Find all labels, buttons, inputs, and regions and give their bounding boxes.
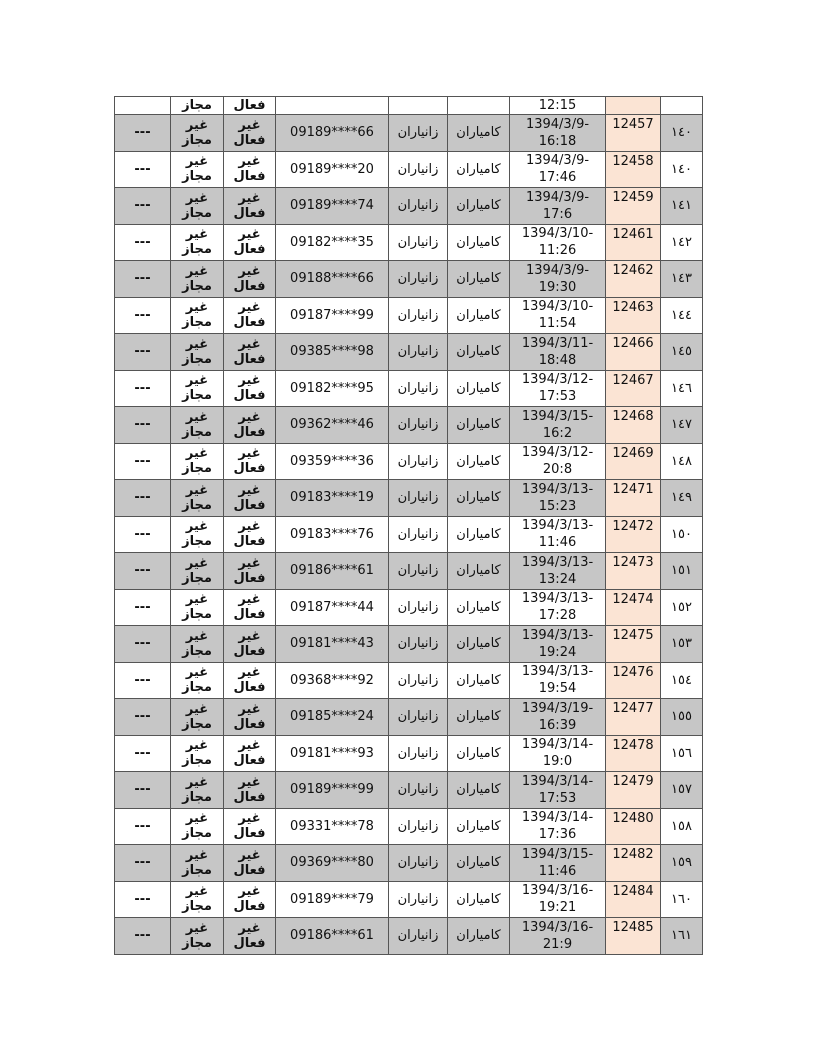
access-cell: غیر مجاز	[171, 881, 224, 918]
city-cell: کامیاران	[448, 735, 510, 772]
rownum-cell: ١٥٥	[661, 699, 703, 736]
table-row	[115, 261, 703, 298]
access-cell: غیر مجاز	[171, 626, 224, 663]
datetime-cell: 1394/3/13- 11:46	[510, 516, 606, 553]
datetime-cell: 1394/3/9- 16:18	[510, 115, 606, 152]
datetime-cell: 1394/3/10- 11:26	[510, 224, 606, 261]
rownum-cell: ١٥٢	[661, 589, 703, 626]
datetime-cell: 1394/3/13- 13:24	[510, 553, 606, 590]
status-cell: غیر فعال	[224, 261, 276, 298]
table-row	[115, 334, 703, 371]
phone-cell: 09189****79	[276, 881, 389, 918]
city-cell: کامیاران	[448, 443, 510, 480]
id-cell: 12457	[606, 115, 661, 152]
id-cell: 12466	[606, 334, 661, 371]
datetime-cell: 1394/3/14- 17:36	[510, 808, 606, 845]
status-cell: غیر فعال	[224, 334, 276, 371]
name-cell: زانیاران	[389, 772, 448, 809]
table-row	[115, 808, 703, 845]
access-cell: غیر مجاز	[171, 662, 224, 699]
access-cell: غیر مجاز	[171, 772, 224, 809]
city-cell: کامیاران	[448, 151, 510, 188]
id-cell: 12459	[606, 188, 661, 225]
phone-cell: 09185****24	[276, 699, 389, 736]
phone-cell: 09182****35	[276, 224, 389, 261]
table-row	[115, 297, 703, 334]
phone-cell: 09189****20	[276, 151, 389, 188]
datetime-cell: 12:15	[510, 97, 606, 115]
status-cell: غیر فعال	[224, 735, 276, 772]
id-cell	[606, 97, 661, 115]
note-cell: ---	[115, 735, 171, 772]
datetime-cell: 1394/3/11- 18:48	[510, 334, 606, 371]
id-cell: 12471	[606, 480, 661, 517]
note-cell: ---	[115, 188, 171, 225]
note-cell: ---	[115, 662, 171, 699]
rownum-cell: ١٤٠	[661, 115, 703, 152]
rownum-cell: ١٥٨	[661, 808, 703, 845]
city-cell: کامیاران	[448, 662, 510, 699]
name-cell: زانیاران	[389, 224, 448, 261]
phone-cell: 09187****99	[276, 297, 389, 334]
id-cell: 12458	[606, 151, 661, 188]
city-cell: کامیاران	[448, 297, 510, 334]
datetime-cell: 1394/3/19- 16:39	[510, 699, 606, 736]
table-row	[115, 881, 703, 918]
datetime-cell: 1394/3/9- 19:30	[510, 261, 606, 298]
name-cell: زانیاران	[389, 662, 448, 699]
rownum-cell: ١٤٧	[661, 407, 703, 444]
id-cell: 12475	[606, 626, 661, 663]
name-cell: زانیاران	[389, 480, 448, 517]
name-cell: زانیاران	[389, 407, 448, 444]
access-cell: غیر مجاز	[171, 297, 224, 334]
table-row	[115, 480, 703, 517]
city-cell: کامیاران	[448, 516, 510, 553]
status-cell: غیر فعال	[224, 881, 276, 918]
datetime-cell: 1394/3/10- 11:54	[510, 297, 606, 334]
access-cell: غیر مجاز	[171, 553, 224, 590]
phone-cell: 09183****19	[276, 480, 389, 517]
name-cell: زانیاران	[389, 881, 448, 918]
status-cell: غیر فعال	[224, 151, 276, 188]
status-cell: غیر فعال	[224, 808, 276, 845]
name-cell: زانیاران	[389, 918, 448, 955]
access-cell: غیر مجاز	[171, 443, 224, 480]
table-row	[115, 553, 703, 590]
datetime-cell: 1394/3/13- 15:23	[510, 480, 606, 517]
status-cell: غیر فعال	[224, 407, 276, 444]
table-row	[115, 516, 703, 553]
id-cell: 12482	[606, 845, 661, 882]
city-cell: کامیاران	[448, 115, 510, 152]
phone-cell: 09189****66	[276, 115, 389, 152]
note-cell: ---	[115, 115, 171, 152]
name-cell: زانیاران	[389, 845, 448, 882]
note-cell: ---	[115, 261, 171, 298]
datetime-cell: 1394/3/16- 21:9	[510, 918, 606, 955]
access-cell: غیر مجاز	[171, 516, 224, 553]
phone-cell: 09385****98	[276, 334, 389, 371]
name-cell: زانیاران	[389, 553, 448, 590]
access-cell: غیر مجاز	[171, 407, 224, 444]
id-cell: 12473	[606, 553, 661, 590]
note-cell: ---	[115, 918, 171, 955]
rownum-cell: ١٥٦	[661, 735, 703, 772]
city-cell: کامیاران	[448, 407, 510, 444]
note-cell: ---	[115, 772, 171, 809]
city-cell: کامیاران	[448, 845, 510, 882]
note-cell: ---	[115, 443, 171, 480]
status-cell: غیر فعال	[224, 188, 276, 225]
city-cell: کامیاران	[448, 334, 510, 371]
rownum-cell: ١٥٧	[661, 772, 703, 809]
datetime-cell: 1394/3/12- 20:8	[510, 443, 606, 480]
rownum-cell: ١٤٣	[661, 261, 703, 298]
status-cell: غیر فعال	[224, 589, 276, 626]
status-cell: غیر فعال	[224, 772, 276, 809]
name-cell: زانیاران	[389, 370, 448, 407]
table-row	[115, 151, 703, 188]
status-cell: غیر فعال	[224, 370, 276, 407]
name-cell	[389, 97, 448, 115]
datetime-cell: 1394/3/12- 17:53	[510, 370, 606, 407]
rownum-cell: ١٤١	[661, 188, 703, 225]
phone-cell: 09188****66	[276, 261, 389, 298]
note-cell	[115, 97, 171, 115]
access-cell: غیر مجاز	[171, 735, 224, 772]
id-cell: 12463	[606, 297, 661, 334]
access-cell: غیر مجاز	[171, 918, 224, 955]
city-cell: کامیاران	[448, 188, 510, 225]
table-row	[115, 443, 703, 480]
status-cell: غیر فعال	[224, 224, 276, 261]
id-cell: 12476	[606, 662, 661, 699]
note-cell: ---	[115, 881, 171, 918]
datetime-cell: 1394/3/13- 19:24	[510, 626, 606, 663]
table-row	[115, 699, 703, 736]
access-cell: غیر مجاز	[171, 845, 224, 882]
status-cell: فعال	[224, 97, 276, 115]
datetime-cell: 1394/3/15- 11:46	[510, 845, 606, 882]
city-cell: کامیاران	[448, 772, 510, 809]
status-cell: غیر فعال	[224, 662, 276, 699]
name-cell: زانیاران	[389, 443, 448, 480]
datetime-cell: 1394/3/15- 16:2	[510, 407, 606, 444]
rownum-cell: ١٤٥	[661, 334, 703, 371]
note-cell: ---	[115, 407, 171, 444]
rownum-cell: ١٥٩	[661, 845, 703, 882]
name-cell: زانیاران	[389, 589, 448, 626]
phone-cell: 09359****36	[276, 443, 389, 480]
id-cell: 12474	[606, 589, 661, 626]
id-cell: 12477	[606, 699, 661, 736]
rownum-cell: ١٥٤	[661, 662, 703, 699]
note-cell: ---	[115, 224, 171, 261]
city-cell: کامیاران	[448, 370, 510, 407]
datetime-cell: 1394/3/9- 17:6	[510, 188, 606, 225]
city-cell: کامیاران	[448, 589, 510, 626]
rownum-cell: ١٤٦	[661, 370, 703, 407]
id-cell: 12469	[606, 443, 661, 480]
city-cell: کامیاران	[448, 480, 510, 517]
access-cell: غیر مجاز	[171, 808, 224, 845]
status-cell: غیر فعال	[224, 297, 276, 334]
phone-cell: 09186****61	[276, 553, 389, 590]
rownum-cell: ١٥١	[661, 553, 703, 590]
status-cell: غیر فعال	[224, 845, 276, 882]
id-cell: 12484	[606, 881, 661, 918]
name-cell: زانیاران	[389, 516, 448, 553]
table-row	[115, 188, 703, 225]
datetime-cell: 1394/3/13- 17:28	[510, 589, 606, 626]
table-row	[115, 407, 703, 444]
access-cell: غیر مجاز	[171, 224, 224, 261]
rownum-cell	[661, 97, 703, 115]
rownum-cell: ١٤٢	[661, 224, 703, 261]
city-cell: کامیاران	[448, 224, 510, 261]
rownum-cell: ١٦١	[661, 918, 703, 955]
status-cell: غیر فعال	[224, 553, 276, 590]
name-cell: زانیاران	[389, 188, 448, 225]
note-cell: ---	[115, 151, 171, 188]
id-cell: 12478	[606, 735, 661, 772]
id-cell: 12472	[606, 516, 661, 553]
name-cell: زانیاران	[389, 261, 448, 298]
access-cell: غیر مجاز	[171, 115, 224, 152]
name-cell: زانیاران	[389, 626, 448, 663]
city-cell: کامیاران	[448, 553, 510, 590]
status-cell: غیر فعال	[224, 480, 276, 517]
id-cell: 12485	[606, 918, 661, 955]
id-cell: 12480	[606, 808, 661, 845]
city-cell: کامیاران	[448, 699, 510, 736]
rownum-cell: ١٦٠	[661, 881, 703, 918]
id-cell: 12462	[606, 261, 661, 298]
phone-cell: 09369****80	[276, 845, 389, 882]
access-cell: غیر مجاز	[171, 480, 224, 517]
phone-cell: 09189****99	[276, 772, 389, 809]
rownum-cell: ١٤٠	[661, 151, 703, 188]
note-cell: ---	[115, 370, 171, 407]
datetime-cell: 1394/3/14- 19:0	[510, 735, 606, 772]
rownum-cell: ١٤٤	[661, 297, 703, 334]
status-cell: غیر فعال	[224, 516, 276, 553]
datetime-cell: 1394/3/9- 17:46	[510, 151, 606, 188]
note-cell: ---	[115, 626, 171, 663]
city-cell: کامیاران	[448, 881, 510, 918]
name-cell: زانیاران	[389, 735, 448, 772]
name-cell: زانیاران	[389, 808, 448, 845]
name-cell: زانیاران	[389, 297, 448, 334]
datetime-cell: 1394/3/14- 17:53	[510, 772, 606, 809]
id-cell: 12461	[606, 224, 661, 261]
city-cell	[448, 97, 510, 115]
rownum-cell: ١٥٠	[661, 516, 703, 553]
rownum-cell: ١٤٨	[661, 443, 703, 480]
name-cell: زانیاران	[389, 115, 448, 152]
phone-cell: 09182****95	[276, 370, 389, 407]
note-cell: ---	[115, 845, 171, 882]
city-cell: کامیاران	[448, 918, 510, 955]
status-cell: غیر فعال	[224, 115, 276, 152]
table-row	[115, 662, 703, 699]
access-cell: غیر مجاز	[171, 188, 224, 225]
note-cell: ---	[115, 589, 171, 626]
table-row	[115, 224, 703, 261]
phone-cell: 09183****76	[276, 516, 389, 553]
access-cell: غیر مجاز	[171, 699, 224, 736]
table-row	[115, 845, 703, 882]
phone-cell: 09368****92	[276, 662, 389, 699]
table-row	[115, 115, 703, 152]
phone-cell: 09181****93	[276, 735, 389, 772]
table-row-continued	[115, 97, 703, 115]
name-cell: زانیاران	[389, 699, 448, 736]
note-cell: ---	[115, 699, 171, 736]
note-cell: ---	[115, 334, 171, 371]
phone-cell: 09331****78	[276, 808, 389, 845]
city-cell: کامیاران	[448, 626, 510, 663]
note-cell: ---	[115, 516, 171, 553]
id-cell: 12468	[606, 407, 661, 444]
rownum-cell: ١٥٣	[661, 626, 703, 663]
table-row	[115, 918, 703, 955]
datetime-cell: 1394/3/13- 19:54	[510, 662, 606, 699]
access-cell: غیر مجاز	[171, 589, 224, 626]
status-cell: غیر فعال	[224, 626, 276, 663]
table-row	[115, 735, 703, 772]
name-cell: زانیاران	[389, 151, 448, 188]
note-cell: ---	[115, 297, 171, 334]
phone-cell	[276, 97, 389, 115]
status-cell: غیر فعال	[224, 443, 276, 480]
access-cell: غیر مجاز	[171, 370, 224, 407]
access-cell: غیر مجاز	[171, 151, 224, 188]
access-cell: مجاز	[171, 97, 224, 115]
phone-cell: 09189****74	[276, 188, 389, 225]
rownum-cell: ١٤٩	[661, 480, 703, 517]
phone-cell: 09362****46	[276, 407, 389, 444]
id-cell: 12467	[606, 370, 661, 407]
access-cell: غیر مجاز	[171, 261, 224, 298]
note-cell: ---	[115, 808, 171, 845]
records-table	[114, 96, 703, 955]
status-cell: غیر فعال	[224, 918, 276, 955]
city-cell: کامیاران	[448, 261, 510, 298]
phone-cell: 09187****44	[276, 589, 389, 626]
access-cell: غیر مجاز	[171, 334, 224, 371]
table-row	[115, 772, 703, 809]
datetime-cell: 1394/3/16- 19:21	[510, 881, 606, 918]
city-cell: کامیاران	[448, 808, 510, 845]
name-cell: زانیاران	[389, 334, 448, 371]
table-row	[115, 370, 703, 407]
phone-cell: 09186****61	[276, 918, 389, 955]
id-cell: 12479	[606, 772, 661, 809]
phone-cell: 09181****43	[276, 626, 389, 663]
note-cell: ---	[115, 480, 171, 517]
table-row	[115, 626, 703, 663]
status-cell: غیر فعال	[224, 699, 276, 736]
table-row	[115, 589, 703, 626]
note-cell: ---	[115, 553, 171, 590]
